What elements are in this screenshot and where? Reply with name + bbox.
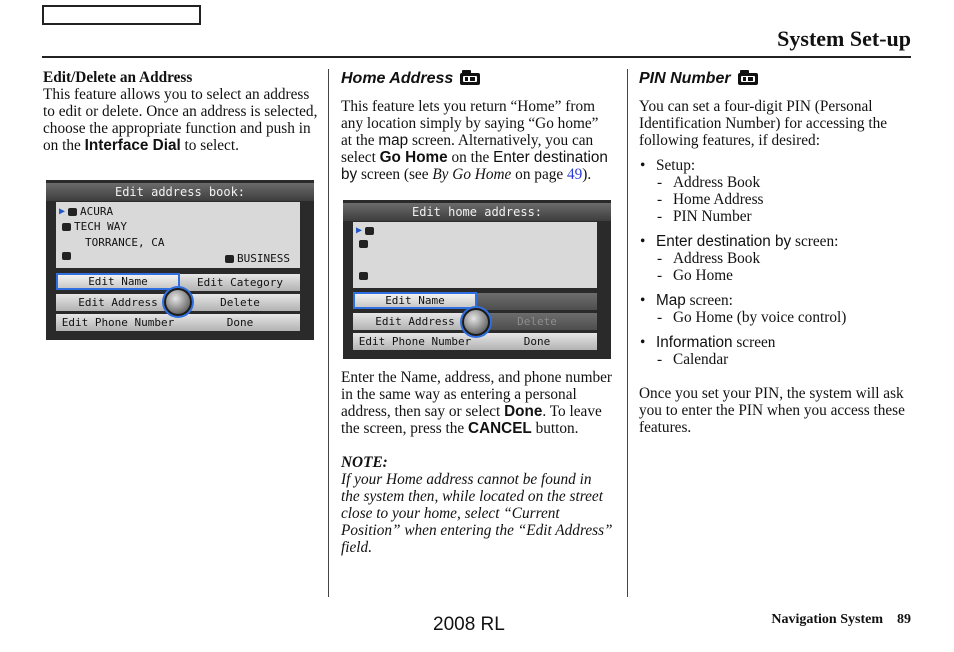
list-subitem: - Address Book: [639, 174, 914, 191]
header-tab-box: [42, 5, 201, 25]
column-edit-delete: [43, 69, 318, 154]
note-text: If your Home address cannot be found in the system then, while located on the street close to your home, select “Current Position” when entering the “Edit Address” field.: [341, 471, 613, 556]
home-address-text: This feature lets you return “Home” from any location simply by saying “Go home” at the map screen. Alternatively, you can select Go Home on the Enter destination by screen (see By Go Home on page 49).: [341, 98, 608, 183]
screen-title: Edit home address:: [343, 203, 611, 221]
cancel-term: CANCEL: [468, 420, 532, 437]
list-subitem: - Calendar: [639, 351, 914, 368]
footer-section: [771, 612, 911, 628]
list-item: • Setup:: [639, 157, 914, 174]
done-button[interactable]: Done: [477, 333, 597, 350]
pin-intro: You can set a four-digit PIN (Personal Identification Number) for accessing the following features, if desired:: [639, 98, 888, 149]
edit-category-button[interactable]: Edit Category: [180, 274, 300, 291]
edit-delete-text: This feature allows you to select an address to edit or delete. Once an address is selected, choose the appropriate function and push in on the Interface Dial to select.: [43, 86, 318, 154]
street-icon: [359, 240, 368, 248]
section-heading-pin-number: PIN Number: [639, 69, 914, 87]
voice-command-icon: [737, 70, 759, 86]
done-button[interactable]: Done: [180, 314, 300, 331]
interface-dial-knob: [164, 288, 192, 316]
model-year: 2008 RL: [433, 614, 505, 635]
phone-icon: [359, 272, 368, 280]
page-49-link[interactable]: 49: [567, 166, 583, 183]
name-icon: [68, 208, 77, 216]
cursor-arrow-icon: ▶: [59, 206, 66, 217]
street-icon: [62, 223, 71, 231]
column-divider-1: [328, 69, 329, 597]
go-home-term: Go Home: [379, 149, 448, 166]
list-subitem: - PIN Number: [639, 208, 914, 225]
edit-address-button[interactable]: Edit Address: [353, 313, 477, 330]
cursor-arrow-icon: ▶: [356, 225, 363, 236]
enter-name-text: Enter the Name, address, and phone number in the same way as entering a personal address, then say or select Done. To leave the screen, press the CANCEL button.: [341, 369, 613, 437]
edit-address-button[interactable]: Edit Address: [56, 294, 180, 311]
page-number: 89: [897, 612, 911, 627]
home-address-continued: [341, 369, 613, 556]
screen-title: Edit address book:: [46, 183, 314, 201]
note-label: NOTE:: [341, 454, 388, 471]
column-pin-number: [639, 69, 914, 436]
list-item: • Information screen: [639, 334, 914, 351]
done-term: Done: [504, 403, 543, 420]
list-subitem: - Go Home: [639, 267, 914, 284]
list-subitem: - Address Book: [639, 250, 914, 267]
pin-outro: Once you set your PIN, the system will ask you to enter the PIN when you access these features.: [639, 385, 905, 436]
list-item: • Map screen:: [639, 292, 914, 309]
list-subitem: - Home Address: [639, 191, 914, 208]
address-city: TORRANCE, CA: [85, 236, 165, 249]
interface-dial-knob: [462, 308, 490, 336]
empty-slot: [477, 293, 597, 310]
pin-feature-list: [639, 157, 914, 368]
category-icon: [225, 255, 234, 263]
edit-phone-number-button[interactable]: Edit Phone Number: [353, 333, 477, 350]
voice-command-icon: [459, 70, 481, 86]
edit-home-address-screenshot: [343, 200, 611, 359]
column-home-address: [341, 69, 613, 183]
phone-icon: [62, 252, 71, 260]
address-category: BUSINESS: [237, 252, 290, 265]
address-panel: [56, 202, 300, 268]
page-title: System Set-up: [777, 26, 911, 51]
home-address-panel: [353, 222, 597, 288]
section-heading-home-address: Home Address: [341, 69, 613, 87]
delete-button[interactable]: Delete: [180, 294, 300, 311]
list-item: • Enter destination by screen:: [639, 233, 914, 250]
name-icon: [365, 227, 374, 235]
edit-address-book-screenshot: [46, 180, 314, 340]
edit-phone-number-button[interactable]: Edit Phone Number: [56, 314, 180, 331]
address-name: ACURA: [80, 205, 114, 218]
map-term: map: [378, 132, 409, 149]
column-divider-2: [627, 69, 628, 597]
enter-destination-term: Enter destination by: [341, 149, 608, 183]
section-heading-edit-delete: Edit/Delete an Address: [43, 69, 193, 86]
footer-section-name: Navigation System: [771, 612, 883, 627]
address-street: TECH WAY: [74, 220, 127, 233]
header-divider: [42, 56, 911, 58]
list-subitem: - Go Home (by voice control): [639, 309, 914, 326]
edit-name-button[interactable]: Edit Name: [353, 292, 477, 309]
edit-name-button[interactable]: Edit Name: [56, 273, 180, 290]
by-go-home-reference: By Go Home: [432, 166, 512, 183]
delete-button-disabled: Delete: [477, 313, 597, 330]
interface-dial-term: Interface Dial: [84, 137, 181, 154]
